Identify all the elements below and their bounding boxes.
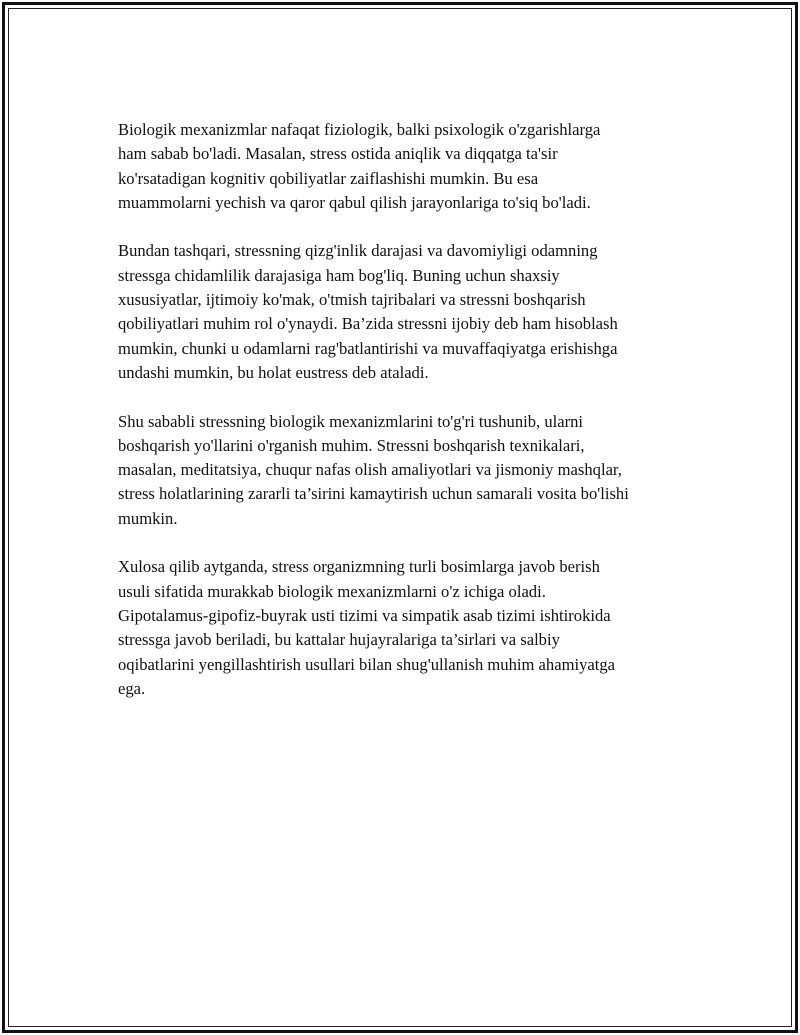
paragraph-4: Xulosa qilib aytganda, stress organizmning turli bosimlarga javob berish usuli sifatida murakkab biologik mexanizmlarni o'z ichiga oladi. Gipotalamus-gipofiz-buyrak usti tizimi va simpatik asab tizimi ishtirokida stressga javob beriladi, bu kattalar hujayralariga ta’sirlari va salbiy oqibatlarini yengillashtirish usullari bilan shug'ullanish muhim ahamiyatga ega. bbox=[118, 557, 616, 698]
paragraph-3: Shu sababli stressning biologik mexanizmlarini to'g'ri tushunib, ularni boshqarish yo'llarini o'rganish muhim. Stressni boshqarish texnikalari, masalan, meditatsiya, chuqur nafas olish amaliyotlari va jismoniy mashqlar, stress holatlarining zararli ta’sirini kamaytirish uchun samarali vosita bo'lishi mumkin. bbox=[118, 411, 629, 528]
document-body bbox=[118, 118, 698, 725]
paragraph-1: Biologik mexanizmlar nafaqat fiziologik, balki psixologik o'zgarishlarga ham sabab bo'ladi. Masalan, stress ostida aniqlik va diqqatga ta'sir ko'rsatadigan kognitiv qobiliyatlar zaiflashishi mumkin. Bu esa muammolarni yechish va qaror qabul qilish jarayonlariga to'siq bo'ladi. bbox=[118, 120, 601, 212]
paragraph-2: Bundan tashqari, stressning qizg'inlik darajasi va davomiyligi odamning stressga chidamlilik darajasiga ham bog'liq. Buning uchun shaxsiy xususiyatlar, ijtimoiy ko'mak, o'tmish tajribalari va stressni boshqarish qobiliyatlari muhim rol o'ynaydi. Ba’zida stressni ijobiy deb ham hisoblash mumkin, chunki u odamlarni rag'batlantirishi va muvaffaqiyatga erishishga undashi mumkin, bu holat eustress deb ataladi. bbox=[118, 241, 618, 382]
